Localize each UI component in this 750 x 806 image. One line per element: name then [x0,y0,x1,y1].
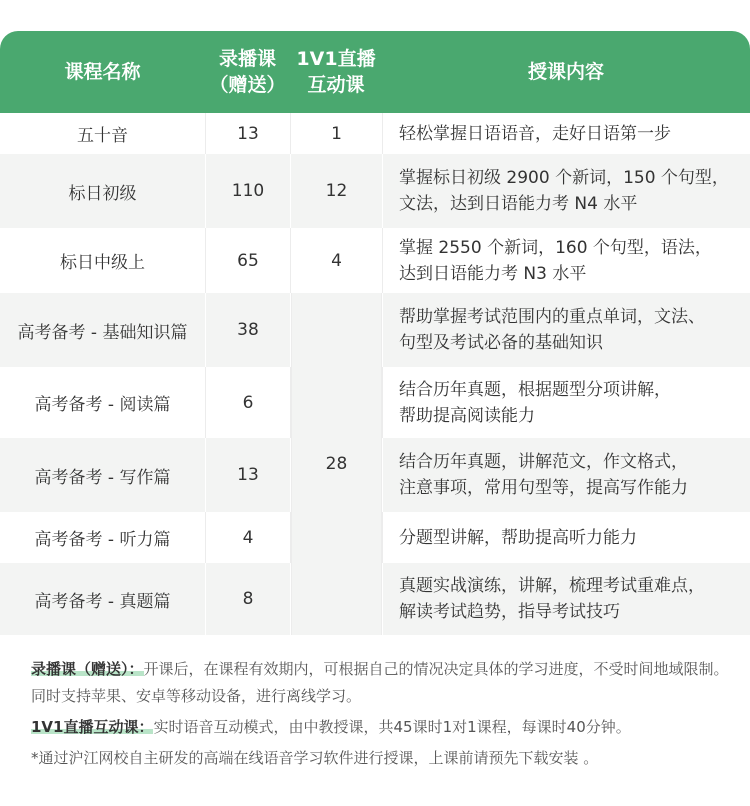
content-cell: 分题型讲解，帮助提高听力能力 [382,512,750,563]
live-note-text: 实时语音互动模式，由中教授课，共45课时1对1课程，每课时40分钟。 [153,718,631,736]
live-note [31,714,731,741]
table-body [0,113,750,635]
header-live: 1V1直播 互动课 [296,48,376,96]
course-name-cell: 标日中级上 [60,253,145,273]
recorded-count-cell: 38 [205,293,290,367]
course-name-cell: 高考备考 - 写作篇 [34,467,171,488]
course-name-cell: 高考备考 - 真题篇 [34,591,171,612]
course-table [0,31,750,635]
recorded-count-cell: 13 [205,113,290,154]
merged-live-count-cell: 28 [291,293,382,635]
table-header [0,31,750,113]
recorded-count-cell: 4 [205,512,290,563]
course-name-cell: 五十音 [77,126,128,146]
header-recorded: 录播课 （赠送） [209,48,286,96]
content-cell: 掌握标日初级 2900 个新词，150 个句型， 文法，达到日语能力考 N4 水平 [382,154,750,228]
content-cell: 掌握 2550 个新词，160 个句型，语法， 达到日语能力考 N3 水平 [382,228,750,293]
header-course-name: 课程名称 [64,61,141,83]
content-cell: 结合历年真题，讲解范文，作文格式， 注意事项，常用句型等，提高写作能力 [382,438,750,512]
recorded-count-cell: 65 [205,228,290,293]
table-row [0,113,750,154]
content-cell: 真题实战演练，讲解，梳理考试重难点， 解读考试趋势，指导考试技巧 [382,563,750,635]
live-note-label: 1V1直播互动课： [31,718,154,736]
course-name-cell: 标日初级 [68,183,137,204]
live-count-cell: 12 [290,154,382,228]
table-row [0,228,750,293]
footnote: *通过沪江网校自主研发的高端在线语音学习软件进行授课，上课前请预先下载安装 。 [31,749,599,767]
header-content: 授课内容 [527,61,604,83]
notes-section [31,656,731,772]
live-count-cell: 4 [290,228,382,293]
recorded-note-text: 开课后，在课程有效期内，可根据自己的情况决定具体的学习进度，不受时间地域限制。同时支持苹果、安卓等移动设备，进行离线学习。 [31,660,729,705]
recorded-count-cell: 8 [205,563,290,635]
content-cell: 帮助掌握考试范围内的重点单词，文法、 句型及考试必备的基础知识 [382,293,750,367]
course-name-cell: 高考备考 - 阅读篇 [34,395,171,415]
course-name-cell: 高考备考 - 基础知识篇 [17,322,188,343]
recorded-count-cell: 13 [205,438,290,512]
recorded-note [31,656,731,710]
live-count-cell: 1 [290,113,382,154]
table-row [0,154,750,228]
recorded-note-label: 录播课（赠送）： [31,660,144,678]
recorded-count-cell: 6 [205,367,290,438]
recorded-count-cell: 110 [205,154,290,228]
content-cell: 轻松掌握日语语音，走好日语第一步 [382,113,750,154]
course-name-cell: 高考备考 - 听力篇 [34,530,171,550]
content-cell: 结合历年真题，根据题型分项讲解， 帮助提高阅读能力 [382,367,750,438]
